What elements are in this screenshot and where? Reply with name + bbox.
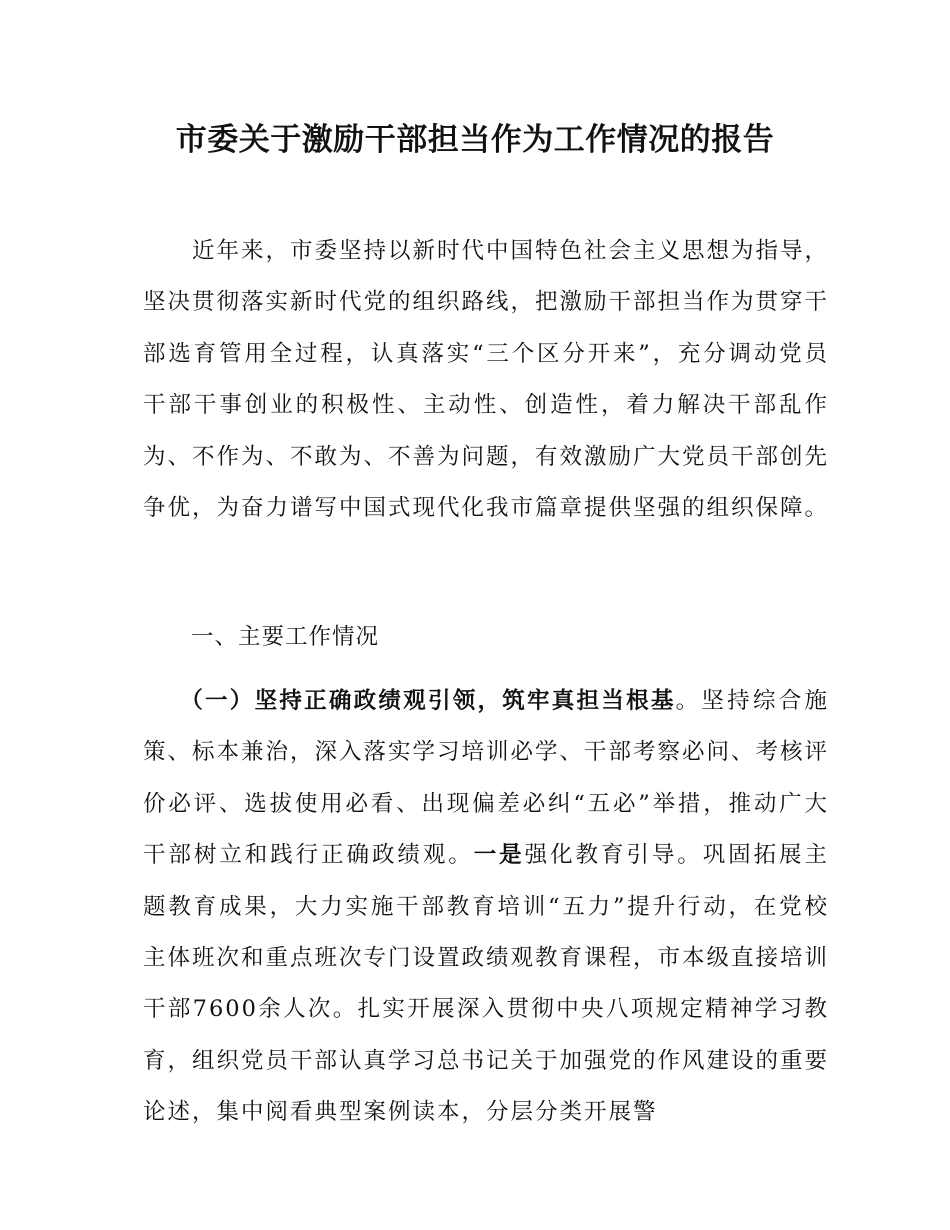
subsection-lead-punct: 。 — [675, 688, 702, 714]
subsection-ordinal: 一是 — [473, 842, 525, 869]
subsection-text-b: 强化教育引导。巩固拓展主题教育成果，大力实施干部教育培训“五力”提升行动，在党校主体班次和重点班次专门设置政绩观教育课程，市本级直接培训干部7600余人次。扎实开展深入贯彻中央八项规定精神学习教育，组织党员干部认真学习总书记关于加强党的作风建设的重要论述，集中阅看典型案例读本，分层分类开展警 — [143, 842, 830, 1126]
subsection-lead: （一）坚持正确政绩观引领，筑牢真担当根基 — [179, 688, 676, 714]
document-title: 市委关于激励干部担当作为工作情况的报告 — [175, 122, 775, 158]
section-heading: 一、主要工作情况 — [191, 624, 380, 650]
subsection-text-a: 坚持综合施策、标本兼治，深入落实学习培训必学、干部考察必问、考核评价必评、选拔使用必看、出现偏差必纠“五必”举措，推动广大干部树立和践行正确政绩观。 — [143, 688, 830, 869]
subsection-paragraph — [143, 676, 829, 1139]
intro-paragraph: 近年来，市委坚持以新时代中国特色社会主义思想为指导，坚决贯彻落实新时代党的组织路线，把激励干部担当作为贯穿干部选育管用全过程，认真落实“三个区分开来”，充分调动党员干部干事创业的积极性、主动性、创造性，着力解决干部乱作为、不作为、不敢为、不善为问题，有效激励广大党员干部创先争优，为奋力谱写中国式现代化我市篇章提供坚强的组织保障。 — [143, 238, 830, 522]
